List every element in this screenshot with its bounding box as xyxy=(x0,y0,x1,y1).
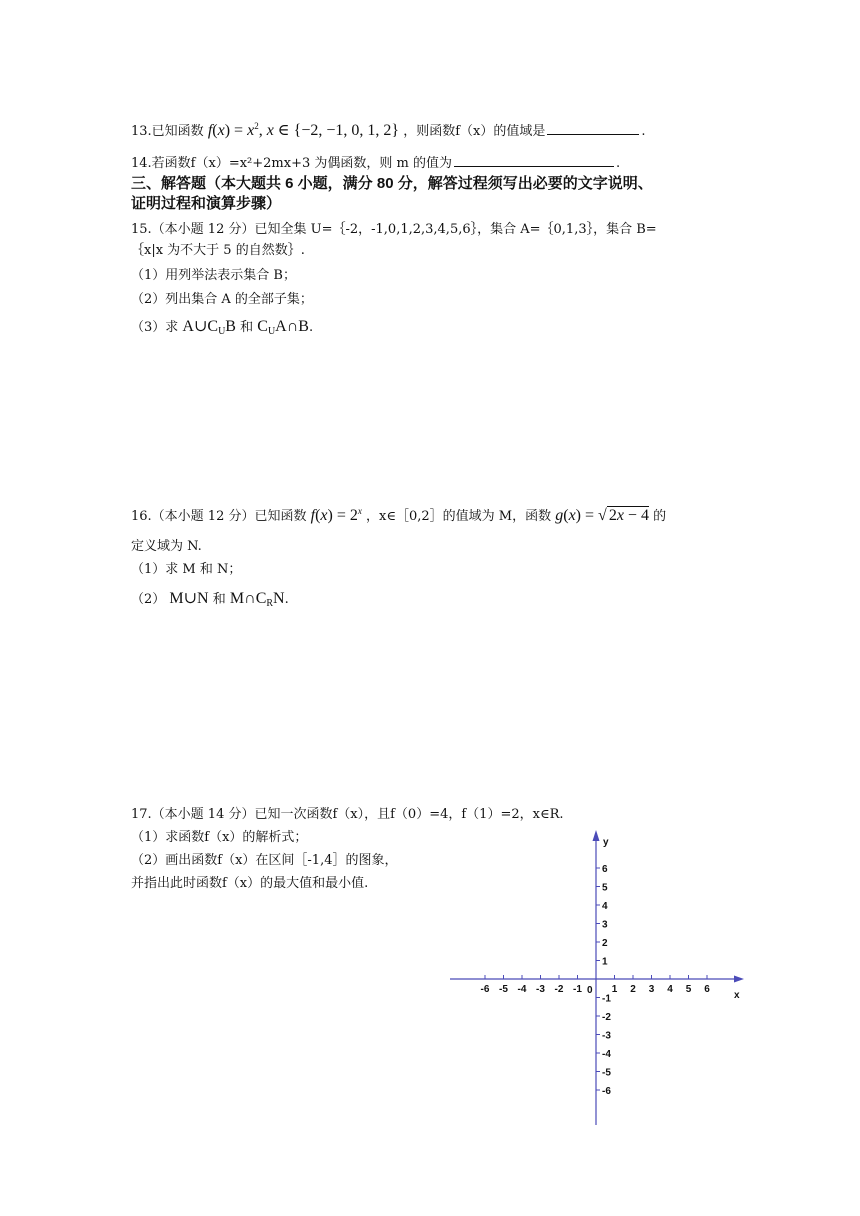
q15-part3-prefix: （3）求 xyxy=(131,320,179,335)
x-tick-label: -5 xyxy=(499,984,508,995)
q16-line1 xyxy=(131,502,666,526)
q16-line2: 定义域为 N. xyxy=(131,539,202,554)
q16-part2-and: 和 xyxy=(212,592,226,607)
q16-formula-intersect: $M\cap C_RN$ xyxy=(229,590,285,609)
q13-prefix: 13.已知函数 xyxy=(131,124,204,139)
q15-part2: （2）列出集合 A 的全部子集； xyxy=(131,292,313,307)
x-tick-label: -3 xyxy=(536,984,545,995)
y-tick-label: -3 xyxy=(602,1030,611,1042)
q15-part3-end: . xyxy=(308,320,314,335)
x-tick-label: 3 xyxy=(648,984,655,995)
q13-end: . xyxy=(641,124,646,139)
q16-formula-g: g(x) = √ 2x − 4 xyxy=(555,507,649,524)
x-tick-label: 4 xyxy=(667,984,673,995)
q14-end: . xyxy=(615,156,621,171)
q15-line2: ｛x|x 为不大于 5 的自然数｝. xyxy=(131,243,305,258)
y-tick-label: 3 xyxy=(602,919,608,931)
q16-formula-f: $f(x) = 2^x$ xyxy=(310,506,362,524)
x-tick-label: -1 xyxy=(573,984,582,995)
section-3-heading-line1: 三、解答题（本大题共 6 小题，满分 80 分，解答过程须写出必要的文字说明、 xyxy=(131,175,653,192)
q15-part1: （1）用列举法表示集合 B； xyxy=(131,268,296,283)
y-tick-label: 2 xyxy=(602,938,608,949)
x-tick-label: 6 xyxy=(704,984,710,995)
q17-part2: （2）画出函数f（x）在区间［-1,4］的图象， xyxy=(131,853,398,868)
q16-formula-union: M∪N xyxy=(169,590,209,607)
q15-part3-and: 和 xyxy=(240,320,254,335)
y-tick-label: -2 xyxy=(602,1012,611,1023)
x-tick-label: -2 xyxy=(554,984,564,995)
q16-part1: （1）求 M 和 N； xyxy=(131,562,242,577)
q15-part3 xyxy=(131,318,313,341)
tick-labels xyxy=(481,864,711,1097)
q17-part1: （1）求函数f（x）的解析式； xyxy=(131,830,308,845)
q16-domain-text: ，x∈［0,2］的值域为 M，函数 xyxy=(366,509,552,524)
q16-prefix: 16.（本小题 12 分）已知函数 xyxy=(131,509,307,524)
y-tick-label: 4 xyxy=(602,901,608,912)
q13-formula: $f(x) = x^2$, x ∈ {−2, −1, 0, 1, 2} xyxy=(207,121,400,139)
q15-formula-1: $A\cup C_UB$ xyxy=(182,318,236,337)
coordinate-axes xyxy=(440,825,760,1130)
q14-answer-blank xyxy=(454,154,614,167)
x-tick-label: -4 xyxy=(517,984,527,995)
y-tick-label: 6 xyxy=(602,864,608,875)
question-14 xyxy=(131,154,620,173)
x-axis-arrow xyxy=(734,976,744,983)
q15-formula-2: $C_UA\cap B$ xyxy=(257,318,309,337)
q17-line1: 17.（本小题 14 分）已知一次函数f（x），且f（0）=4，f（1）=2，x∈R. xyxy=(131,807,564,822)
q16-suffix: 的 xyxy=(653,509,667,524)
x-axis-label: x xyxy=(734,990,740,1001)
q16-part2-end: . xyxy=(284,592,289,607)
y-tick-label: -6 xyxy=(602,1086,611,1097)
question-13 xyxy=(131,117,645,141)
q17-part2b: 并指出此时函数f（x）的最大值和最小值. xyxy=(131,876,369,891)
y-tick-label: 1 xyxy=(602,956,608,968)
y-tick-label: 5 xyxy=(602,882,608,894)
y-tick-label: -1 xyxy=(602,993,611,1005)
section-3-heading-line2: 证明过程和演算步骤） xyxy=(131,195,282,212)
y-axis-label: y xyxy=(603,837,609,848)
q13-suffix: ，则函数f（x）的值域是 xyxy=(403,124,546,139)
y-tick-label: -4 xyxy=(602,1049,611,1060)
y-axis-arrow xyxy=(593,830,600,841)
q15-line1: 15.（本小题 12 分）已知全集 U=｛-2，-1,0,1,2,3,4,5,6｝，集合 A=｛0,1,3｝，集合 B= xyxy=(131,222,657,237)
x-tick-label: 1 xyxy=(611,984,618,995)
q14-text: 14.若函数f（x）=x²+2mx+3 为偶函数，则 m 的值为 xyxy=(131,156,452,171)
q16-part2 xyxy=(131,590,289,613)
q16-part2-prefix: （2） xyxy=(131,592,166,607)
origin-label: 0 xyxy=(587,985,593,996)
y-tick-label: -5 xyxy=(602,1067,611,1079)
x-tick-label: 5 xyxy=(685,984,692,995)
x-tick-label: 2 xyxy=(630,984,636,995)
axis-lines xyxy=(450,830,744,1125)
x-tick-label: -6 xyxy=(480,984,490,995)
q13-answer-blank xyxy=(547,122,639,135)
